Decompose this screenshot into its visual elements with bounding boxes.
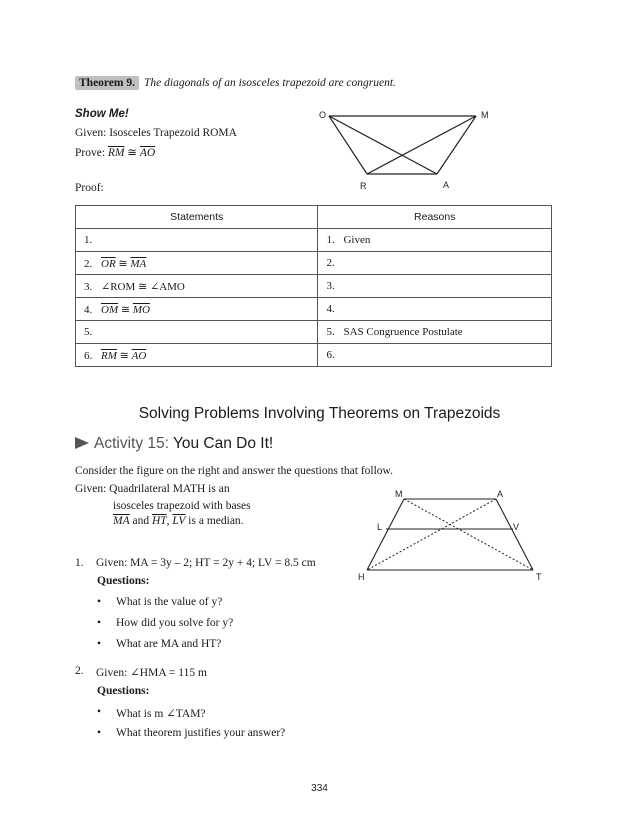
activity-heading bbox=[75, 435, 273, 453]
median-tail: is a median. bbox=[185, 515, 244, 527]
q1-item: What are MA and HT? bbox=[116, 638, 222, 650]
vertex-label-m: M bbox=[395, 489, 403, 499]
statement-cell bbox=[76, 298, 318, 321]
bullet-icon: • bbox=[97, 727, 102, 739]
given2-line2: isosceles trapezoid with bases bbox=[113, 500, 251, 512]
proof-label: Proof: bbox=[75, 182, 104, 194]
table-row bbox=[76, 344, 552, 367]
vertex-label-h: H bbox=[358, 572, 365, 582]
statement-segment-a: $\overline{OR}$ bbox=[101, 257, 116, 270]
proof-table bbox=[75, 205, 552, 367]
bullet-icon: • bbox=[97, 638, 102, 650]
page-number: 334 bbox=[311, 783, 328, 794]
statements-header: Statements bbox=[76, 206, 318, 229]
reasons-header: Reasons bbox=[318, 206, 552, 229]
congruent-symbol: ≅ bbox=[124, 147, 140, 159]
bullet-icon: • bbox=[97, 617, 102, 629]
reason-cell bbox=[318, 229, 552, 252]
given2-line1: Given: Quadrilateral MATH is an bbox=[75, 483, 230, 495]
given-line bbox=[75, 127, 237, 139]
activity-prefix: Activity 15: bbox=[94, 435, 173, 452]
prove-segment-a: $\overline{RM}$ bbox=[107, 147, 125, 159]
reason-number: 2. bbox=[326, 257, 335, 269]
q1-questions-heading: Questions: bbox=[97, 575, 150, 587]
statement-segment-b: $\overline{MA}$ bbox=[130, 257, 147, 270]
vertex-label-v: V bbox=[513, 522, 520, 532]
theorem-label: Theorem 9. bbox=[75, 76, 139, 90]
q2-number: 2. bbox=[75, 665, 84, 677]
vertex-label-o: O bbox=[319, 110, 327, 120]
comma: , bbox=[166, 515, 173, 527]
vertex-label-r: R bbox=[360, 181, 367, 191]
reason-cell bbox=[318, 275, 552, 298]
table-row bbox=[76, 275, 552, 298]
show-me-heading: Show Me! bbox=[75, 108, 129, 120]
statement-cell bbox=[76, 275, 318, 298]
table-row bbox=[76, 229, 552, 252]
q1-item: How did you solve for y? bbox=[116, 617, 234, 629]
table-row bbox=[76, 298, 552, 321]
vertex-label-m: M bbox=[481, 110, 489, 120]
reason-text: SAS Congruence Postulate bbox=[343, 326, 463, 338]
reason-cell bbox=[318, 344, 552, 367]
arrow-icon bbox=[75, 437, 89, 449]
vertex-label-a: A bbox=[497, 489, 504, 499]
bullet-icon: • bbox=[97, 706, 102, 718]
q2-questions-heading: Questions: bbox=[97, 685, 150, 697]
q2-given: Given: ∠HMA = 115 m bbox=[96, 667, 207, 679]
reason-number: 5. bbox=[326, 326, 335, 338]
statement-cell bbox=[76, 321, 318, 344]
table-header-row bbox=[76, 206, 552, 229]
table-row bbox=[76, 252, 552, 275]
reason-cell bbox=[318, 252, 552, 275]
reason-number: 3. bbox=[326, 280, 335, 292]
theorem-line bbox=[75, 77, 396, 89]
statement-number: 5. bbox=[84, 326, 93, 338]
prove-segment-b: $\overline{AO}$ bbox=[139, 147, 156, 159]
given-prefix: Given: bbox=[75, 127, 110, 139]
q1-number: 1. bbox=[75, 557, 84, 569]
activity-title: You Can Do It! bbox=[172, 435, 274, 452]
prove-line bbox=[75, 145, 155, 159]
reason-cell bbox=[318, 321, 552, 344]
trapezoid-math-figure bbox=[353, 486, 553, 584]
reason-cell bbox=[318, 298, 552, 321]
reason-text: Given bbox=[343, 234, 371, 246]
vertex-label-a: A bbox=[443, 180, 450, 190]
statement-cell bbox=[76, 344, 318, 367]
reason-number: 1. bbox=[326, 234, 335, 246]
statement-number: 2. bbox=[84, 257, 93, 270]
statement-cell bbox=[76, 252, 318, 275]
statement-segment-b: $\overline{MO}$ bbox=[132, 303, 150, 316]
prove-prefix: Prove: bbox=[75, 147, 108, 159]
vertex-label-l: L bbox=[377, 522, 383, 532]
statement-segment-a: $\overline{RM}$ bbox=[101, 349, 117, 362]
theorem-text: The diagonals of an isosceles trapezoid are congruent. bbox=[144, 77, 396, 89]
reason-number: 6. bbox=[326, 349, 335, 361]
trapezoid-roma-figure bbox=[310, 102, 510, 194]
and-word: and bbox=[129, 515, 152, 527]
bullet-icon: • bbox=[97, 596, 102, 608]
intro-text: Consider the figure on the right and answer the questions that follow. bbox=[75, 465, 393, 477]
statement-number: 1. bbox=[84, 234, 93, 246]
q1-item: What is the value of y? bbox=[116, 596, 223, 608]
statement-text: ∠ROM ≅ ∠AMO bbox=[101, 280, 185, 293]
base-segment-ht: $\overline{HT}$ bbox=[151, 515, 167, 527]
vertex-label-t: T bbox=[536, 572, 542, 582]
congruent-symbol: ≅ bbox=[115, 257, 131, 270]
section-title: Solving Problems Involving Theorems on Trapezoids bbox=[138, 405, 501, 422]
statement-number: 4. bbox=[84, 303, 93, 316]
statement-segment-b: $\overline{AO}$ bbox=[131, 349, 147, 362]
base-segment-ma: $\overline{MA}$ bbox=[113, 515, 130, 527]
median-segment-lv: $\overline{LV}$ bbox=[172, 515, 186, 527]
q2-item: What is m ∠TAM? bbox=[116, 708, 206, 720]
statement-cell bbox=[76, 229, 318, 252]
reason-number: 4. bbox=[326, 303, 335, 315]
given-text: Isosceles Trapezoid ROMA bbox=[109, 127, 237, 139]
congruent-symbol: ≅ bbox=[116, 349, 132, 362]
statement-segment-a: $\overline{OM}$ bbox=[101, 303, 119, 316]
q1-given: Given: MA = 3y – 2; HT = 2y + 4; LV = 8.5 cm bbox=[96, 557, 316, 569]
statement-number: 3. bbox=[84, 280, 93, 293]
table-row bbox=[76, 321, 552, 344]
statement-number: 6. bbox=[84, 349, 93, 362]
q2-item: What theorem justifies your answer? bbox=[116, 727, 286, 739]
congruent-symbol: ≅ bbox=[118, 303, 133, 316]
given2-line3 bbox=[113, 515, 244, 527]
